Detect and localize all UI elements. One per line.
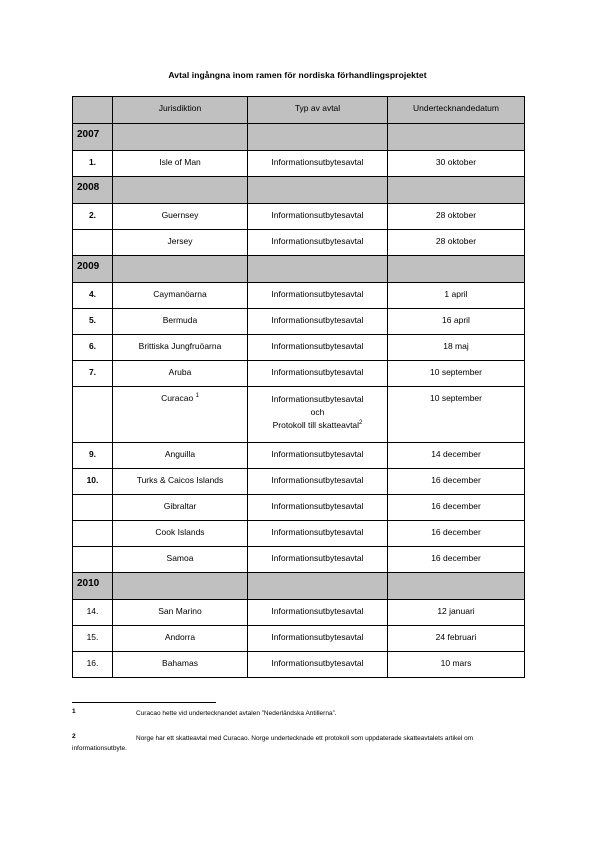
footnote-mark: 1 <box>72 708 76 715</box>
header-number <box>73 97 113 124</box>
table-row <box>73 335 525 361</box>
footnote-1 <box>72 709 524 719</box>
agreement-type-line: och <box>310 407 325 417</box>
row-jurisdiction: Gibraltar <box>113 495 248 521</box>
row-agreement-type <box>248 387 388 443</box>
footnote-text: Norge har ett skatteavtal med Curacao. Norge undertecknade ett protokoll som uppdaterade skatteavtalets artikel om informationsutbyte. <box>72 735 474 752</box>
table-row <box>73 230 525 256</box>
row-number: 9. <box>73 443 113 469</box>
table-row <box>73 495 525 521</box>
row-agreement-type: Informationsutbytesavtal <box>248 309 388 335</box>
row-agreement-type: Informationsutbytesavtal <box>248 204 388 230</box>
row-jurisdiction: Samoa <box>113 547 248 573</box>
table-row <box>73 204 525 230</box>
table-row <box>73 361 525 387</box>
year-row <box>73 124 525 151</box>
year-label: 2008 <box>73 177 113 204</box>
row-agreement-type: Informationsutbytesavtal <box>248 521 388 547</box>
row-number: 4. <box>73 283 113 309</box>
row-number: 5. <box>73 309 113 335</box>
row-agreement-type: Informationsutbytesavtal <box>248 283 388 309</box>
table-row <box>73 443 525 469</box>
row-agreement-type: Informationsutbytesavtal <box>248 361 388 387</box>
row-number: 16. <box>73 652 113 678</box>
row-agreement-type: Informationsutbytesavtal <box>248 652 388 678</box>
row-jurisdiction: Bermuda <box>113 309 248 335</box>
header-agreement-type: Typ av avtal <box>248 97 388 124</box>
table-row <box>73 469 525 495</box>
page-title: Avtal ingångna inom ramen för nordiska förhandlingsprojektet <box>168 70 427 80</box>
row-signing-date: 16 april <box>388 309 525 335</box>
row-signing-date: 16 december <box>388 521 525 547</box>
row-jurisdiction: Caymanöarna <box>113 283 248 309</box>
row-number: 7. <box>73 361 113 387</box>
table-row <box>73 600 525 626</box>
row-number: 1. <box>73 151 113 177</box>
row-number <box>73 230 113 256</box>
year-row <box>73 573 525 600</box>
row-agreement-type: Informationsutbytesavtal <box>248 443 388 469</box>
row-jurisdiction <box>113 387 248 443</box>
row-number <box>73 387 113 443</box>
row-jurisdiction: Jersey <box>113 230 248 256</box>
table-row <box>73 309 525 335</box>
row-signing-date: 16 december <box>388 495 525 521</box>
row-jurisdiction: San Marino <box>113 600 248 626</box>
table-row <box>73 652 525 678</box>
footnote-separator <box>72 702 216 703</box>
row-number <box>73 521 113 547</box>
row-number: 10. <box>73 469 113 495</box>
row-jurisdiction: Turks & Caicos Islands <box>113 469 248 495</box>
row-signing-date: 12 januari <box>388 600 525 626</box>
row-jurisdiction: Isle of Man <box>113 151 248 177</box>
footnote-ref: 2 <box>359 420 363 427</box>
row-agreement-type: Informationsutbytesavtal <box>248 626 388 652</box>
table-row <box>73 521 525 547</box>
year-row <box>73 177 525 204</box>
row-jurisdiction: Brittiska Jungfruöarna <box>113 335 248 361</box>
jurisdiction-name: Curacao <box>161 393 194 403</box>
row-number: 14. <box>73 600 113 626</box>
row-jurisdiction: Anguilla <box>113 443 248 469</box>
row-jurisdiction: Guernsey <box>113 204 248 230</box>
row-agreement-type: Informationsutbytesavtal <box>248 230 388 256</box>
row-number: 6. <box>73 335 113 361</box>
table-row <box>73 387 525 443</box>
year-row <box>73 256 525 283</box>
row-jurisdiction: Bahamas <box>113 652 248 678</box>
row-signing-date: 16 december <box>388 547 525 573</box>
row-agreement-type: Informationsutbytesavtal <box>248 335 388 361</box>
row-signing-date: 10 september <box>388 387 525 443</box>
row-signing-date: 1 april <box>388 283 525 309</box>
year-label: 2010 <box>73 573 113 600</box>
protocol-label: Protokoll till skatteavtal <box>272 420 360 430</box>
table-row <box>73 151 525 177</box>
row-agreement-type: Informationsutbytesavtal <box>248 469 388 495</box>
row-agreement-type: Informationsutbytesavtal <box>248 495 388 521</box>
row-number: 15. <box>73 626 113 652</box>
footnote-ref: 1 <box>195 393 199 400</box>
row-signing-date: 16 december <box>388 469 525 495</box>
header-jurisdiction: Jurisdiktion <box>113 97 248 124</box>
table-header-row <box>73 97 525 124</box>
year-label: 2009 <box>73 256 113 283</box>
row-signing-date: 18 maj <box>388 335 525 361</box>
row-signing-date: 30 oktober <box>388 151 525 177</box>
row-signing-date: 28 oktober <box>388 204 525 230</box>
row-number: 2. <box>73 204 113 230</box>
agreement-type-line: Informationsutbytesavtal <box>271 394 364 404</box>
footnote-text: Curacao hette vid undertecknandet avtalen ”Nederländska Antillerna”. <box>136 710 337 717</box>
row-signing-date: 10 mars <box>388 652 525 678</box>
row-jurisdiction: Cook Islands <box>113 521 248 547</box>
table-row <box>73 547 525 573</box>
footnote-mark: 2 <box>72 733 76 740</box>
agreements-table <box>72 96 525 678</box>
header-signing-date: Undertecknandedatum <box>388 97 525 124</box>
row-number <box>73 495 113 521</box>
row-signing-date: 14 december <box>388 443 525 469</box>
footnote-2 <box>72 734 524 754</box>
row-agreement-type: Informationsutbytesavtal <box>248 151 388 177</box>
table-row <box>73 626 525 652</box>
row-jurisdiction: Andorra <box>113 626 248 652</box>
row-signing-date: 10 september <box>388 361 525 387</box>
row-signing-date: 24 februari <box>388 626 525 652</box>
year-label: 2007 <box>73 124 113 151</box>
row-agreement-type: Informationsutbytesavtal <box>248 547 388 573</box>
agreement-type-line <box>250 419 385 432</box>
row-agreement-type: Informationsutbytesavtal <box>248 600 388 626</box>
row-number <box>73 547 113 573</box>
row-jurisdiction: Aruba <box>113 361 248 387</box>
row-signing-date: 28 oktober <box>388 230 525 256</box>
table-row <box>73 283 525 309</box>
